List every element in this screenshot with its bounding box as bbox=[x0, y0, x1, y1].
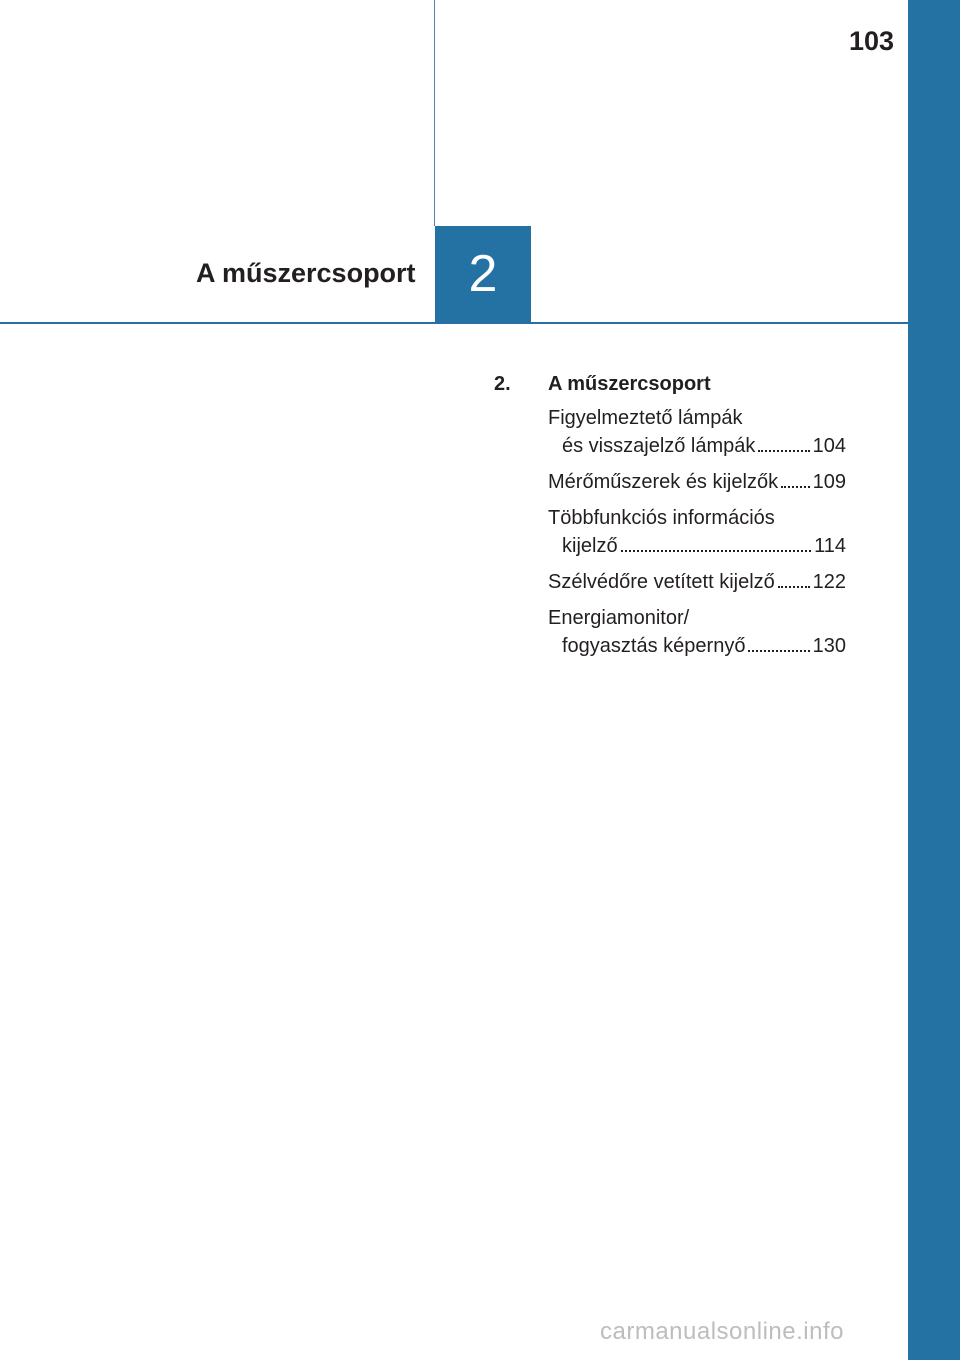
toc-entry[interactable] bbox=[548, 604, 846, 660]
chapter-title: A műszercsoport bbox=[196, 258, 416, 288]
chapter-number: 2 bbox=[468, 245, 498, 303]
toc-section-title: A műszercsoport bbox=[548, 373, 711, 395]
toc-entry-page: 114 bbox=[814, 535, 846, 557]
site-watermark: carmanualsonline.info bbox=[600, 1318, 844, 1345]
page-number: 103 bbox=[848, 26, 894, 56]
toc-entry-page: 104 bbox=[812, 435, 846, 457]
toc-entry[interactable] bbox=[548, 468, 846, 496]
toc-entry-page: 122 bbox=[812, 571, 846, 593]
toc-entry-title: Többfunkciós információs bbox=[548, 507, 775, 529]
toc-section-heading bbox=[494, 370, 846, 398]
dot-leader bbox=[621, 550, 812, 552]
toc-entry[interactable] bbox=[548, 568, 846, 596]
dot-leader bbox=[748, 650, 809, 652]
toc-section-number: 2. bbox=[494, 373, 511, 395]
toc-entry-title: Mérőműszerek és kijelzők bbox=[548, 471, 779, 493]
dot-leader bbox=[778, 586, 810, 588]
toc-entry[interactable] bbox=[548, 504, 846, 560]
toc-entry-title: Energiamonitor/ bbox=[548, 607, 690, 629]
toc-entry-title-cont: kijelző bbox=[562, 535, 618, 557]
toc-entry-title-cont: és visszajelző lámpák bbox=[562, 435, 756, 457]
toc-entry-page: 130 bbox=[812, 635, 846, 657]
vertical-divider bbox=[434, 0, 435, 226]
toc-entry-title: Szélvédőre vetített kijelző bbox=[548, 571, 775, 593]
toc-entry-page: 109 bbox=[812, 471, 846, 493]
chapter-side-tab bbox=[908, 0, 960, 1360]
toc-entry[interactable] bbox=[548, 404, 846, 460]
dot-leader bbox=[781, 486, 810, 488]
chapter-number-box bbox=[435, 226, 531, 322]
table-of-contents bbox=[494, 370, 846, 668]
toc-entry-title: Figyelmeztető lámpák bbox=[548, 407, 743, 429]
toc-entry-title-cont: fogyasztás képernyő bbox=[562, 635, 746, 657]
dot-leader bbox=[758, 450, 809, 452]
chapter-rule bbox=[0, 322, 908, 324]
